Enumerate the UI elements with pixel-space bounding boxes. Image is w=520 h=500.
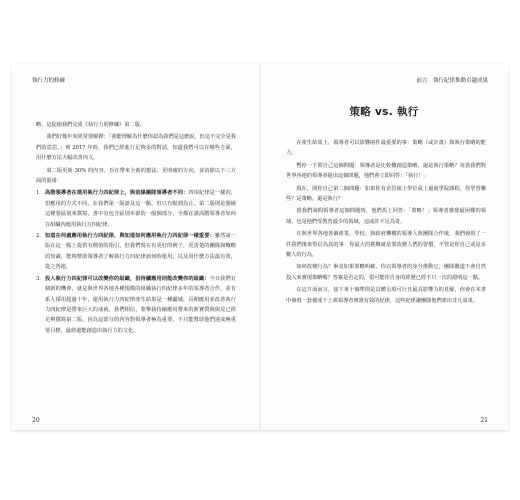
running-head: 前言 執行紀律推動卓越成果 <box>416 78 488 84</box>
list-item-text: 四項紀律是一樣的，但應用的方式不同。在我們第一版談及這一點，但只有點到為止。第二版則是圍繞這條要區別來撰寫，書中有包含區別本節的一般個部分，全都在談高階領導者如何在組織內運用執行力四紀律。 <box>45 190 236 228</box>
book-spread <box>12 64 508 430</box>
page-number: 21 <box>480 417 488 424</box>
paragraph: 在這方面而言，接下來十個準則是具體呈現可行且最具影響力的見解，你會在本書中發現一套被成千上萬領導者實證有效的紀律，這些紀律讓團隊他們產出非凡成果。 <box>286 287 486 304</box>
paragraph: 在產生結果上，領導者可以影響兩件最重要的事：策略（或計畫）與執行策略的能力。 <box>286 140 486 157</box>
paragraph: 第二版更新 30% 的內容，旨在帶來全新的想法、更明確的方向，並消除以下三方面的混淆： <box>36 167 236 185</box>
list-item <box>36 188 236 230</box>
paragraph: 略，這促使我們完成《執行力的修練》第二版。 <box>36 122 145 128</box>
right-page <box>260 64 508 430</box>
list-item <box>36 231 236 273</box>
list-number: 2. <box>36 233 41 240</box>
paragraph: 我們好幾年來經常要解釋：「我能理解為什麼你認為我們是這麼說，但這不完全是我們的意思。」到 2017 年時，我們已經進行足夠多的對話，知道我們可以在哪些方面，用什麼方法大幅改善內文。 <box>36 134 236 162</box>
running-head: 執行力的修練 <box>32 78 66 84</box>
body-text <box>286 138 486 308</box>
paragraph: 如何改變行為？畢竟如果策略明確，你以領導者的身分推動它，團隊難道不會自然投入來實現策略嗎？答案是否定的，很可能你自身的經歷已經不只一次的證明這一點。 <box>286 264 486 281</box>
list-item <box>36 274 236 336</box>
list-item-text: 今日我們有個新的機會，就是與世界各地各種規模的組織執行四紀律多年的領導者合作，並有系人採用超過十年，運用執行力四紀律產生結果是一種疆域，長期應用並改善執行力四紀律是帶來巨大的成就，我們相信，蒙擎我持續應用帶來的新實質與與見已經足夠撰寫第二版，因為這部分的內容對領導者極為重要，不只能幫助他們達成極重要目標，最終還能創造出執行力的文化。 <box>45 275 236 334</box>
list-item-heading: 高階領導者在運用執行力四紀律上，與前線團隊領導者不同： <box>45 190 189 197</box>
numbered-list <box>36 188 236 336</box>
list-number: 3. <box>36 275 41 282</box>
list-number: 1. <box>36 190 41 197</box>
paragraph: 現在，問你自己第二個問題：如果你有企管碩士學位或上過商學院課程，你學習哪些？是策略，還是執行？ <box>286 185 486 203</box>
section-title: 策略 vs. 執行 <box>349 106 419 118</box>
body-text <box>36 120 236 337</box>
left-page <box>12 64 260 430</box>
paragraph: 暫停一下問自己這個問題：領導者是比較難創造策略，還是執行策略？每當我們對世界各地的領導者提出這個問題，他們會立即回答：「執行！」 <box>286 162 486 180</box>
list-item-heading: 知道在何處應用執行力四紀律，與知道如何應用執行力四紀律一樣重要： <box>45 233 215 240</box>
list-item-text: 雖然第一版在這一點上提供有價值的指引，但我們現在有更好的例子，更清楚的團隊與戰略的知識，能夠幫助領導者了解執行力四紀律該何時運用，以及用什麼方法最有效，從之各地。 <box>45 233 236 271</box>
paragraph: 在與世界各地各個產業、學校、與政府機構的領導人與團隊合作後，我們發現了一件我們後來堅信為真的事：你最大的挑戰就是要改變人們的習慣，不管是你自己或是多數人的行為。 <box>286 231 486 259</box>
paragraph: 當我們詢問領導者這個問題時，他們馬上回答：「策略！」領導者感覺最困難的領域，也是他們受教育最少的領域，這或許不足為奇。 <box>286 208 486 225</box>
list-item-heading: 投入執行力四紀律可以改變你的組織，但持續應用則能改變你的組織： <box>45 275 210 282</box>
page-number: 20 <box>32 417 40 424</box>
